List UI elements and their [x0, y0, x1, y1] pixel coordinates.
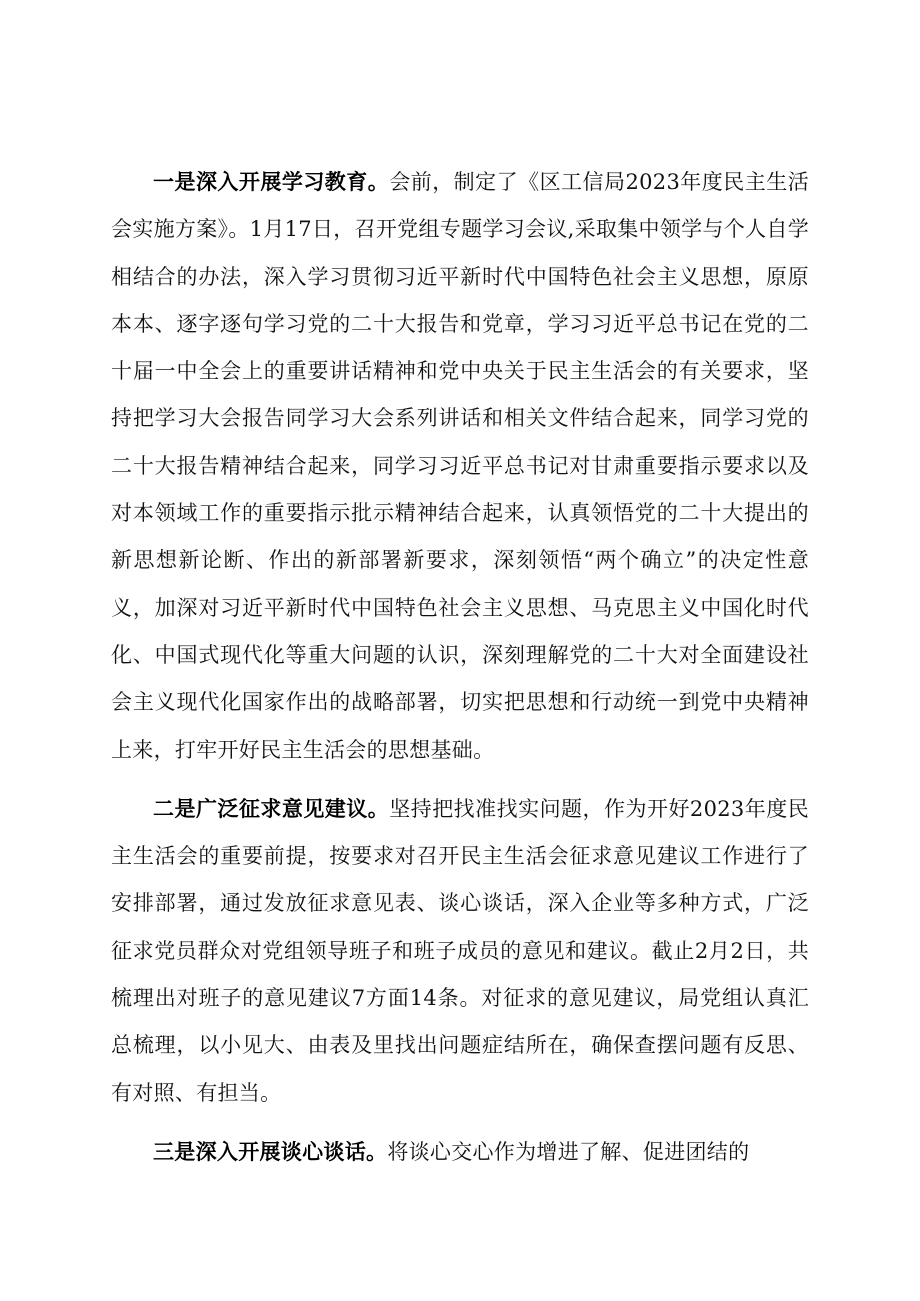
paragraph-study-education	[111, 159, 809, 774]
paragraph-solicit-opinions	[111, 786, 809, 1117]
paragraph-heart-to-heart-talks	[111, 1129, 809, 1176]
paragraph-body: 会前，制定了《区工信局2023年度民主生活会实施方案》。1月17日，召开党组专题学习会议,采取集中领学与个人自学相结合的办法，深入学习贯彻习近平新时代中国特色社会主义思想，原原本本、逐字逐句学习党的二十大报告和党章，学习习近平总书记在党的二十届一中全会上的重要讲话精神和党中央关于民主生活会的有关要求，坚持把学习大会报告同学习大会系列讲话和相关文件结合起来，同学习党的二十大报告精神结合起来，同学习习近平总书记对甘肃重要指示要求以及对本领域工作的重要指示批示精神结合起来，认真领悟党的二十大提出的新思想新论断、作出的新部署新要求，深刻领悟“两个确立”的决定性意义，加深对习近平新时代中国特色社会主义思想、马克思主义中国化时代化、中国式现代化等重大问题的认识，深刻理解党的二十大对全面建设社会主义现代化国家作出的战略部署，切实把思想和行动统一到党中央精神上来，打牢开好民主生活会的思想基础。	[111, 170, 809, 762]
paragraph-heading: 一是深入开展学习教育。	[153, 170, 390, 194]
paragraph-body: 将谈心交心作为增进了解、促进团结的	[387, 1139, 750, 1164]
document-page	[111, 159, 809, 1188]
paragraph-heading: 二是广泛征求意见建议。	[153, 796, 390, 821]
paragraph-heading: 三是深入开展谈心谈话。	[153, 1139, 388, 1164]
paragraph-body: 坚持把找准找实问题，作为开好2023年度民主生活会的重要前提，按要求对召开民主生活会征求意见建议工作进行了安排部署，通过发放征求意见表、谈心谈话，深入企业等多种方式，广泛征求党员群众对党组领导班子和班子成员的意见和建议。截止2月2日，共梳理出对班子的意见建议7方面14条。对征求的意见建议，局党组认真汇总梳理，以小见大、由表及里找出问题症结所在，确保查摆问题有反思、有对照、有担当。	[111, 796, 809, 1105]
